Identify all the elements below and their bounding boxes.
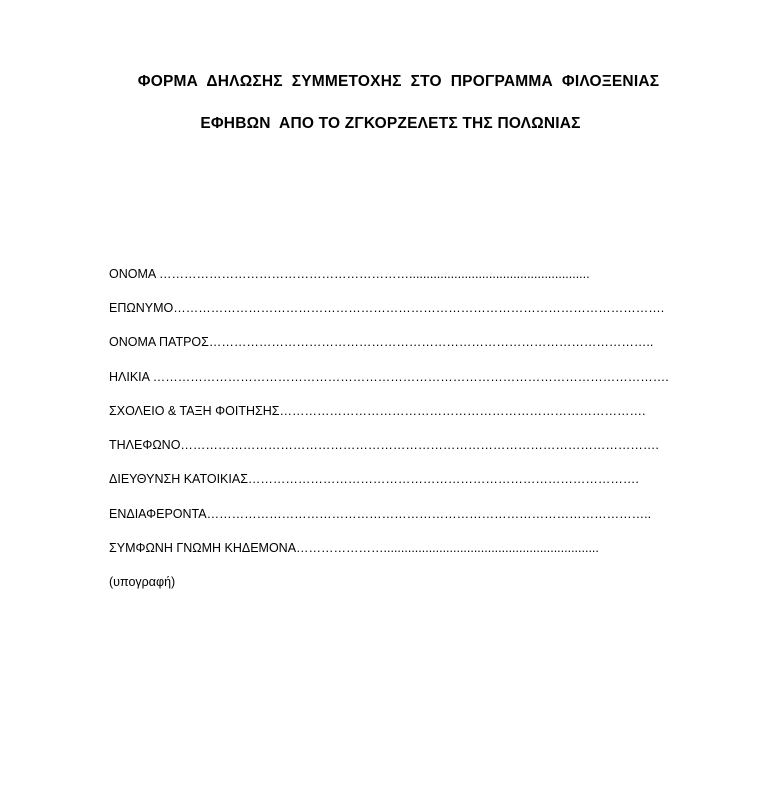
field-address: ΔΙΕΥΘΥΝΣΗ ΚΑΤΟΙΚΙΑΣ…………………………………………………………………………………. bbox=[109, 472, 639, 486]
field-age: ΗΛΙΚΙΑ ……………………………………………………………………………………………………………. bbox=[109, 370, 669, 384]
signature-note: (υπογραφή) bbox=[109, 575, 176, 589]
form-title-line-1: ΦΟΡΜΑ ΔΗΛΩΣΗΣ ΣΥΜΜΕΤΟΧΗΣ ΣΤΟ ΠΡΟΓΡΑΜΜΑ ΦΙΛΟΞΕΝΙΑΣ bbox=[137, 73, 660, 90]
field-first-name: ΟΝΟΜΑ …………………………………………………….................................................... bbox=[109, 267, 590, 281]
field-guardian-consent: ΣΥΜΦΩΝΗ ΓΝΩΜΗ ΚΗΔΕΜΟΝΑ………………….............................................................. bbox=[109, 541, 599, 555]
field-phone: ΤΗΛΕΦΩΝΟ……………………………………………………………………………………………………. bbox=[109, 438, 659, 452]
form-title-line-2: ΕΦΗΒΩΝ ΑΠΟ ΤΟ ΖΓΚΟΡΖΕΛΕΤΣ ΤΗΣ ΠΟΛΩΝΙΑΣ bbox=[200, 115, 581, 132]
field-last-name: ΕΠΩΝΥΜΟ………………………………………………………………………………………………………. bbox=[109, 301, 665, 315]
field-school-class: ΣΧΟΛΕΙΟ & ΤΑΞΗ ΦΟΙΤΗΣΗΣ……………………………………………………………………………. bbox=[109, 404, 646, 418]
field-interests: ΕΝΔΙΑΦΕΡΟΝΤΑ…………………………………………………………………………………………….. bbox=[109, 507, 652, 521]
field-father-name: ΟΝΟΜΑ ΠΑΤΡΟΣ…………………………………………………………………………………………….. bbox=[109, 335, 654, 349]
